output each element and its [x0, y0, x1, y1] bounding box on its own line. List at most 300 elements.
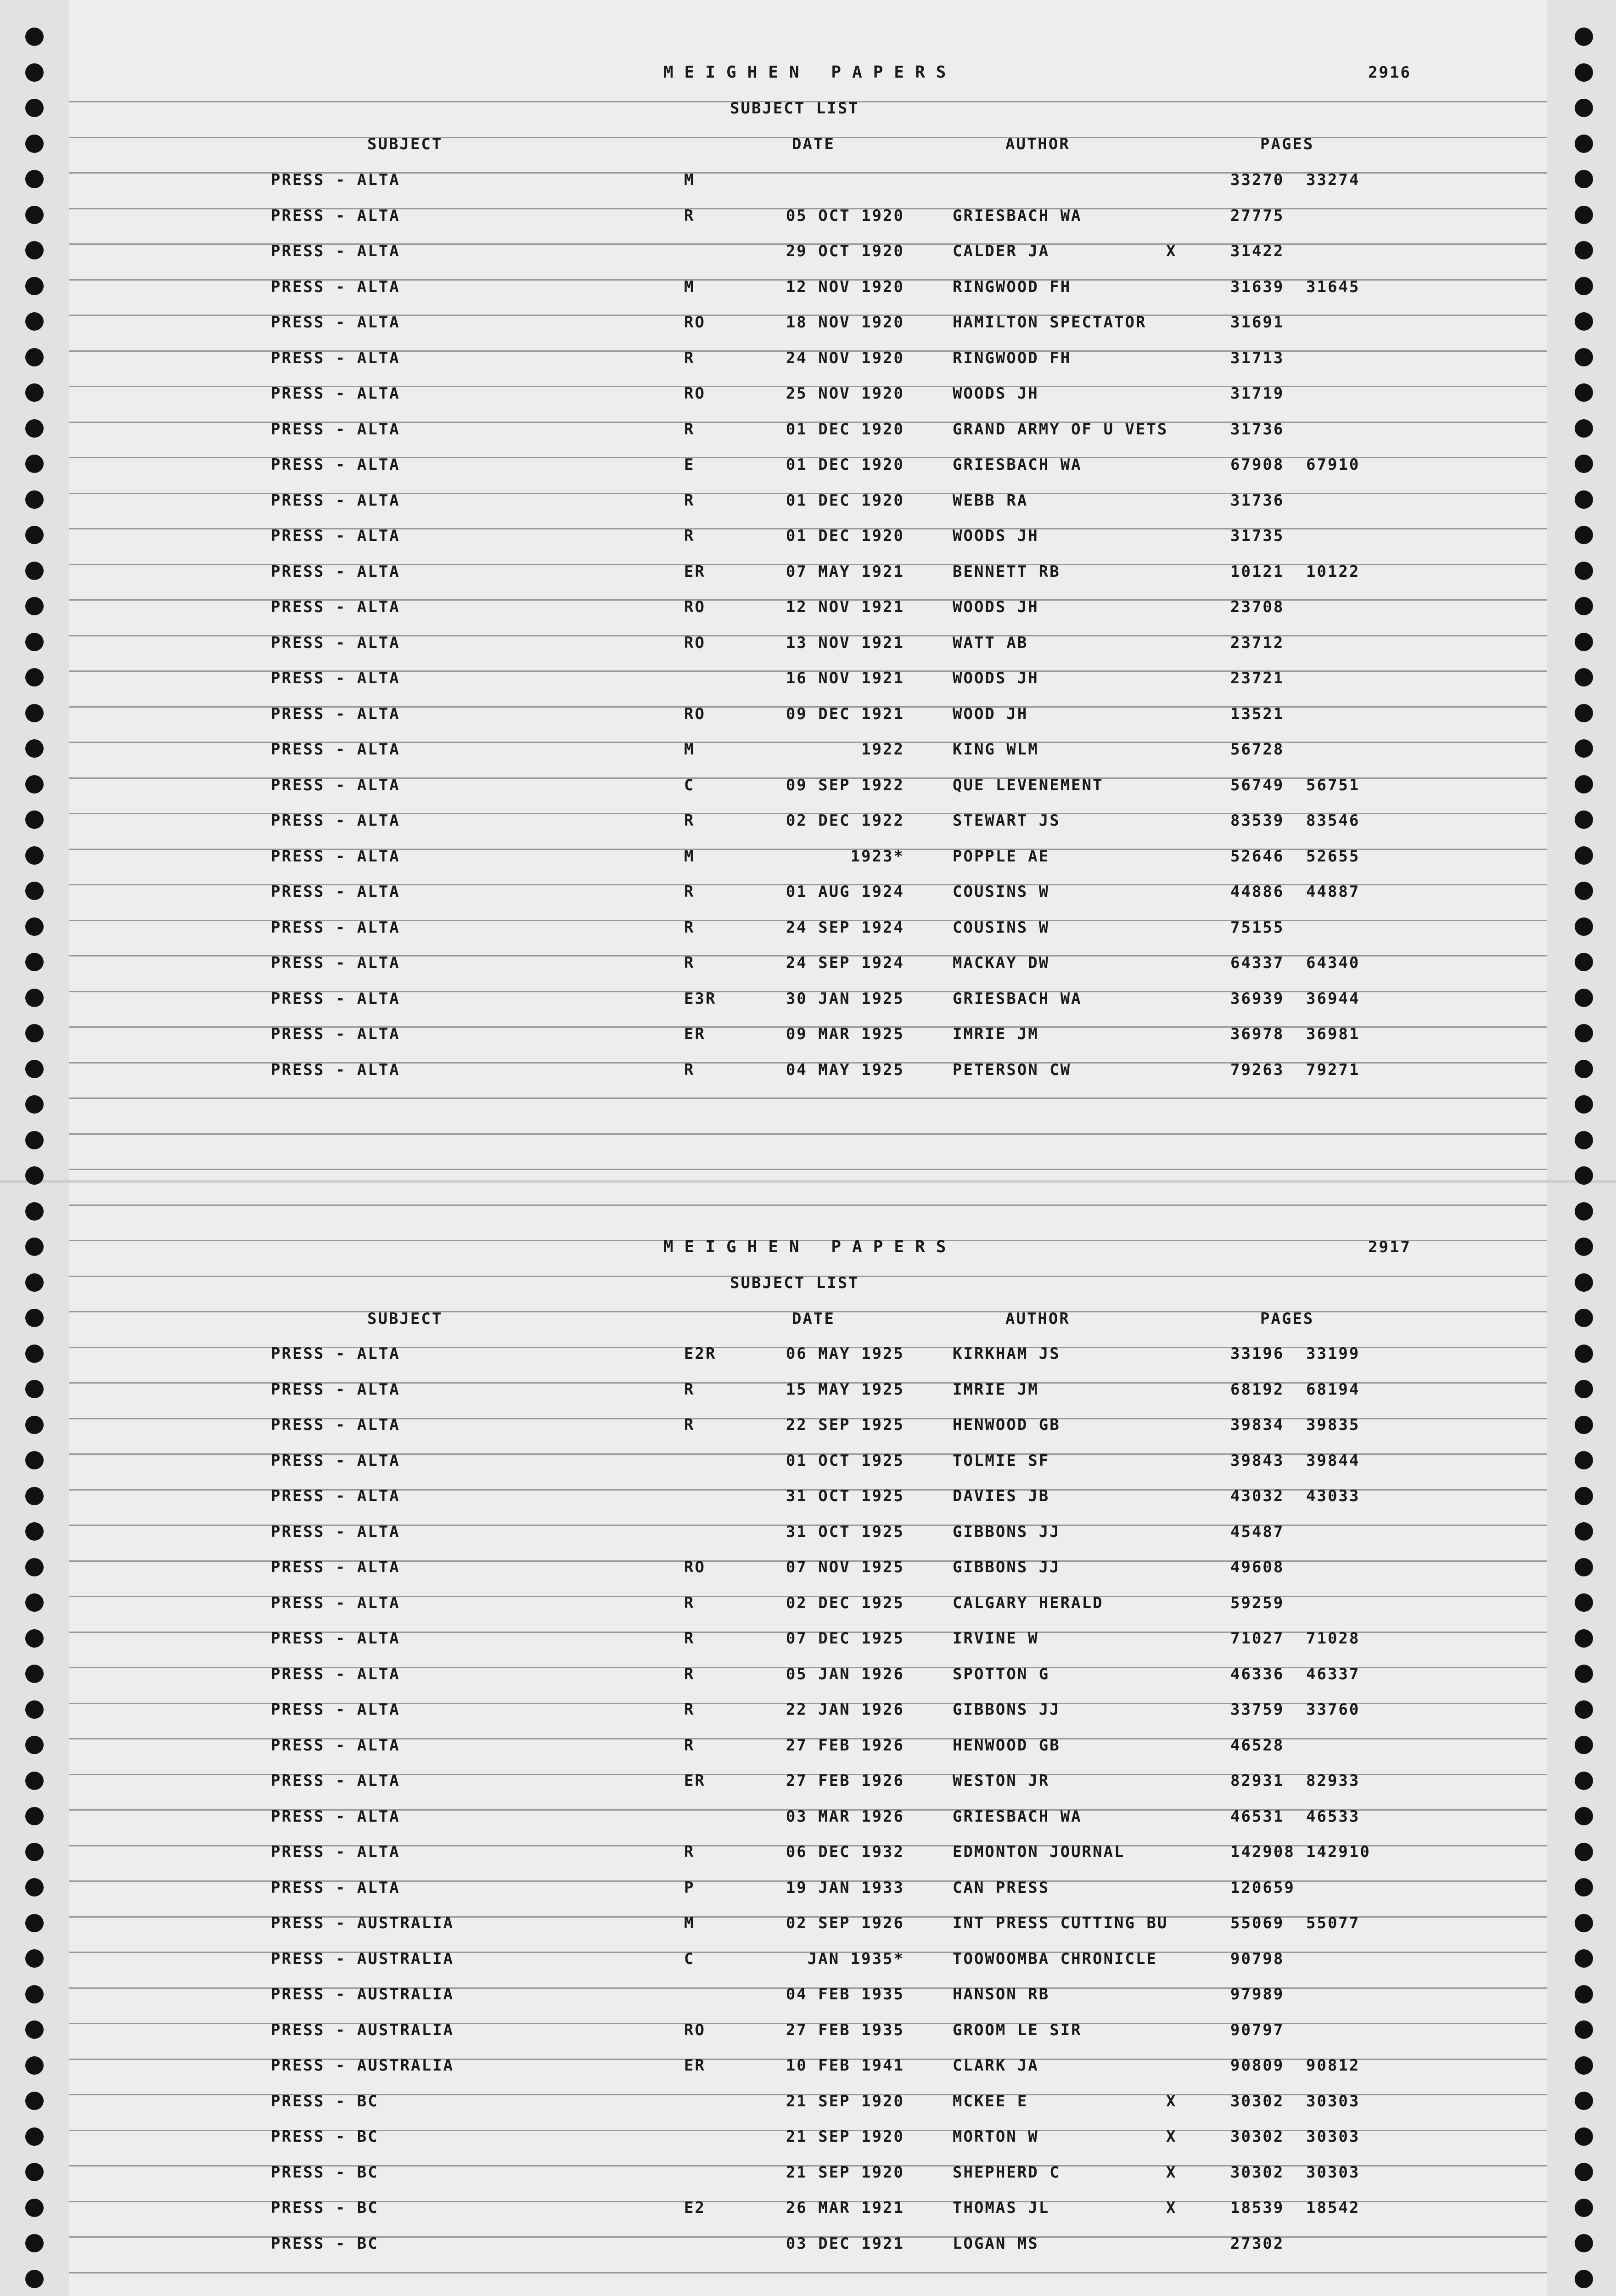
row-code: R	[684, 954, 695, 972]
row-code: C	[684, 776, 695, 794]
row-page-start: 56728	[1230, 740, 1285, 759]
row-code: R	[684, 1700, 695, 1719]
right-feed-hole	[1575, 1843, 1593, 1861]
row-page-start: 49608	[1230, 1558, 1285, 1576]
left-feed-hole	[25, 1166, 44, 1185]
column-header-date: DATE	[792, 1310, 835, 1328]
row-page-start: 46336	[1230, 1665, 1285, 1683]
left-feed-hole	[25, 1273, 44, 1292]
row-author: KING WLM	[953, 740, 1039, 759]
row-code: R	[684, 918, 695, 937]
row-page-end: 36981	[1306, 1025, 1360, 1043]
row-author: IMRIE JM	[953, 1380, 1039, 1399]
row-page-start: 31736	[1230, 420, 1285, 439]
right-feed-hole	[1575, 419, 1593, 438]
row-page-start: 64337	[1230, 954, 1285, 972]
row-author: TOOWOOMBA CHRONICLE	[953, 1950, 1157, 1968]
right-feed-hole	[1575, 2056, 1593, 2075]
row-subject: PRESS - ALTA	[271, 1061, 400, 1079]
left-feed-hole	[25, 383, 44, 402]
right-feed-hole	[1575, 1131, 1593, 1149]
row-date: 24 SEP 1924	[786, 918, 904, 937]
row-date: 26 MAR 1921	[786, 2199, 904, 2217]
right-feed-hole	[1575, 1878, 1593, 1896]
row-date: 05 JAN 1926	[786, 1665, 904, 1683]
row-code: M	[684, 740, 695, 759]
left-feed-hole	[25, 846, 44, 865]
row-author: CALDER JA	[953, 242, 1050, 260]
row-subject: PRESS - ALTA	[271, 1558, 400, 1576]
document-title: MEIGHEN PAPERS	[663, 1238, 957, 1256]
row-subject: PRESS - AUSTRALIA	[271, 1950, 454, 1968]
row-page-end: 83546	[1306, 811, 1360, 830]
row-code: C	[684, 1950, 695, 1968]
row-date: 15 MAY 1925	[786, 1380, 904, 1399]
row-code: E2	[684, 2199, 706, 2217]
row-author: GIBBONS JJ	[953, 1558, 1060, 1576]
right-feed-hole	[1575, 1380, 1593, 1398]
row-date: 1923*	[850, 847, 904, 866]
right-feed-hole	[1575, 1060, 1593, 1078]
row-subject: PRESS - ALTA	[271, 1416, 400, 1434]
right-feed-hole	[1575, 135, 1593, 153]
page-number: 2917	[1368, 1238, 1411, 1256]
left-feed-hole	[25, 99, 44, 117]
row-subject: PRESS - ALTA	[271, 207, 400, 225]
row-date: 27 FEB 1926	[786, 1736, 904, 1755]
left-feed-hole	[25, 1522, 44, 1541]
row-date: 24 NOV 1920	[786, 349, 904, 367]
row-code: R	[684, 527, 695, 545]
row-subject: PRESS - ALTA	[271, 669, 400, 687]
right-feed-hole	[1575, 63, 1593, 82]
row-date: 09 DEC 1921	[786, 705, 904, 723]
column-header-pages: PAGES	[1260, 1310, 1314, 1328]
row-page-end: 71028	[1306, 1629, 1360, 1648]
row-subject: PRESS - ALTA	[271, 1345, 400, 1363]
right-feed-hole	[1575, 1949, 1593, 1968]
row-subject: PRESS - ALTA	[271, 1380, 400, 1399]
row-subject: PRESS - ALTA	[271, 491, 400, 510]
row-author: WATT AB	[953, 634, 1028, 652]
row-author: MCKEE E	[953, 2092, 1028, 2110]
row-code: ER	[684, 563, 706, 581]
row-subject: PRESS - ALTA	[271, 420, 400, 439]
row-author: HENWOOD GB	[953, 1736, 1060, 1755]
row-subject: PRESS - AUSTRALIA	[271, 2056, 454, 2075]
left-feed-hole	[25, 1665, 44, 1683]
row-page-end: 64340	[1306, 954, 1360, 972]
row-author: IRVINE W	[953, 1629, 1039, 1648]
right-feed-hole	[1575, 1487, 1593, 1505]
left-feed-hole	[25, 1202, 44, 1221]
row-date: 09 MAR 1925	[786, 1025, 904, 1043]
page-separator	[0, 1180, 1616, 1183]
row-date: 02 DEC 1922	[786, 811, 904, 830]
row-date: 22 SEP 1925	[786, 1416, 904, 1434]
row-author: WOODS JH	[953, 669, 1039, 687]
right-feed-hole	[1575, 1522, 1593, 1541]
row-page-start: 82931	[1230, 1772, 1285, 1790]
row-date: 31 OCT 1925	[786, 1487, 904, 1505]
row-date: 19 JAN 1933	[786, 1879, 904, 1897]
row-author: WOODS JH	[953, 598, 1039, 616]
row-author: GRAND ARMY OF U VETS	[953, 420, 1168, 439]
right-feed-hole	[1575, 455, 1593, 473]
row-code: ER	[684, 2056, 706, 2075]
row-date: 06 MAY 1925	[786, 1345, 904, 1363]
right-feed-hole	[1575, 1985, 1593, 2003]
right-feed-hole	[1575, 1095, 1593, 1114]
row-subject: PRESS - ALTA	[271, 1665, 400, 1683]
left-feed-hole	[25, 882, 44, 900]
row-date: 21 SEP 1920	[786, 2092, 904, 2110]
row-subject: PRESS - ALTA	[271, 1523, 400, 1541]
left-feed-hole	[25, 668, 44, 687]
row-subject: PRESS - ALTA	[271, 278, 400, 296]
row-subject: PRESS - BC	[271, 2092, 379, 2110]
row-date: 01 DEC 1920	[786, 456, 904, 474]
row-author: THOMAS JL	[953, 2199, 1050, 2217]
row-code: ER	[684, 1025, 706, 1043]
page-number: 2916	[1368, 63, 1411, 82]
row-page-end: 36944	[1306, 990, 1360, 1008]
row-code: R	[684, 491, 695, 510]
row-page-start: 18539	[1230, 2199, 1285, 2217]
left-feed-hole	[25, 1416, 44, 1434]
left-feed-hole	[25, 1949, 44, 1968]
row-code: M	[684, 278, 695, 296]
row-date: 07 NOV 1925	[786, 1558, 904, 1576]
row-author: TOLMIE SF	[953, 1452, 1050, 1470]
right-feed-hole	[1575, 846, 1593, 865]
row-date: JAN 1935*	[807, 1950, 904, 1968]
row-date: 21 SEP 1920	[786, 2127, 904, 2146]
row-page-end: 79271	[1306, 1061, 1360, 1079]
right-feed-hole	[1575, 99, 1593, 117]
row-date: 01 AUG 1924	[786, 883, 904, 901]
row-date: 03 MAR 1926	[786, 1807, 904, 1826]
left-feed-hole	[25, 2056, 44, 2075]
left-feed-hole	[25, 704, 44, 722]
left-feed-hole	[25, 2163, 44, 2181]
row-subject: PRESS - BC	[271, 2199, 379, 2217]
row-date: 01 OCT 1925	[786, 1452, 904, 1470]
row-subject: PRESS - AUSTRALIA	[271, 1914, 454, 1932]
column-header-subject: SUBJECT	[367, 135, 443, 153]
row-subject: PRESS - ALTA	[271, 1025, 400, 1043]
row-subject: PRESS - AUSTRALIA	[271, 1985, 454, 2003]
row-page-start: 30302	[1230, 2163, 1285, 2182]
left-feed-hole	[25, 1914, 44, 1932]
row-code: E3R	[684, 990, 717, 1008]
row-page-end: 52655	[1306, 847, 1360, 866]
row-subject: PRESS - BC	[271, 2163, 379, 2182]
row-date: 1922	[861, 740, 904, 759]
row-author: MORTON W	[953, 2127, 1039, 2146]
row-subject: PRESS - ALTA	[271, 1879, 400, 1897]
row-code: RO	[684, 313, 706, 332]
row-flag: X	[1166, 2092, 1177, 2110]
ruled-line	[69, 1204, 1547, 1206]
row-page-start: 97989	[1230, 1985, 1285, 2003]
right-feed-hole	[1575, 1593, 1593, 1612]
list-title: SUBJECT LIST	[730, 99, 859, 118]
row-page-end: 33199	[1306, 1345, 1360, 1363]
row-code: R	[684, 883, 695, 901]
row-page-start: 31719	[1230, 384, 1285, 403]
row-code: ER	[684, 1772, 706, 1790]
row-author: WEBB RA	[953, 491, 1028, 510]
row-date: 25 NOV 1920	[786, 384, 904, 403]
row-subject: PRESS - ALTA	[271, 1452, 400, 1470]
right-feed-hole	[1575, 1629, 1593, 1648]
row-code: M	[684, 1914, 695, 1932]
right-feed-hole	[1575, 206, 1593, 224]
right-feed-hole	[1575, 383, 1593, 402]
row-page-end: 18542	[1306, 2199, 1360, 2217]
row-code: M	[684, 847, 695, 866]
row-author: SHEPHERD C	[953, 2163, 1060, 2182]
row-page-start: 120659	[1230, 1879, 1295, 1897]
left-feed-hole	[25, 1024, 44, 1042]
row-subject: PRESS - ALTA	[271, 456, 400, 474]
left-feed-hole	[25, 562, 44, 580]
row-author: COUSINS W	[953, 883, 1050, 901]
row-subject: PRESS - ALTA	[271, 811, 400, 830]
row-page-end: 30303	[1306, 2127, 1360, 2146]
right-feed-hole	[1575, 2234, 1593, 2252]
left-feed-hole	[25, 1131, 44, 1149]
row-subject: PRESS - ALTA	[271, 1736, 400, 1755]
right-feed-hole	[1575, 704, 1593, 722]
left-feed-hole	[25, 1238, 44, 1256]
row-page-end: 10122	[1306, 563, 1360, 581]
row-page-start: 43032	[1230, 1487, 1285, 1505]
row-date: 03 DEC 1921	[786, 2234, 904, 2253]
left-feed-hole	[25, 1380, 44, 1398]
row-flag: X	[1166, 242, 1177, 260]
right-feed-hole	[1575, 597, 1593, 615]
right-feed-hole	[1575, 2270, 1593, 2288]
row-author: GIBBONS JJ	[953, 1523, 1060, 1541]
row-author: GROOM LE SIR	[953, 2021, 1082, 2039]
right-feed-hole	[1575, 312, 1593, 331]
row-subject: PRESS - ALTA	[271, 527, 400, 545]
row-subject: PRESS - ALTA	[271, 883, 400, 901]
right-feed-hole	[1575, 241, 1593, 259]
right-feed-hole	[1575, 668, 1593, 687]
left-feed-hole	[25, 170, 44, 188]
row-date: 29 OCT 1920	[786, 242, 904, 260]
right-feed-hole	[1575, 1772, 1593, 1790]
right-feed-hole	[1575, 2127, 1593, 2146]
row-page-start: 46528	[1230, 1736, 1285, 1755]
row-date: 01 DEC 1920	[786, 420, 904, 439]
row-subject: PRESS - ALTA	[271, 563, 400, 581]
right-feed-hole	[1575, 1416, 1593, 1434]
row-author: KIRKHAM JS	[953, 1345, 1060, 1363]
left-feed-hole	[25, 2020, 44, 2039]
row-author: GRIESBACH WA	[953, 990, 1082, 1008]
row-date: 07 MAY 1921	[786, 563, 904, 581]
right-feed-hole	[1575, 562, 1593, 580]
right-feed-hole	[1575, 1273, 1593, 1292]
row-date: 22 JAN 1926	[786, 1700, 904, 1719]
row-page-start: 23708	[1230, 598, 1285, 616]
row-code: R	[684, 1665, 695, 1683]
row-date: 27 FEB 1935	[786, 2021, 904, 2039]
row-subject: PRESS - ALTA	[271, 847, 400, 866]
row-page-start: 83539	[1230, 811, 1285, 830]
row-code: R	[684, 420, 695, 439]
right-feed-hole	[1575, 1309, 1593, 1327]
row-subject: PRESS - ALTA	[271, 705, 400, 723]
right-feed-hole	[1575, 526, 1593, 544]
row-page-end: 90812	[1306, 2056, 1360, 2075]
row-page-end: 46533	[1306, 1807, 1360, 1826]
column-header-author: AUTHOR	[1005, 1310, 1070, 1328]
row-author: GRIESBACH WA	[953, 207, 1082, 225]
left-feed-hole	[25, 597, 44, 615]
left-feed-hole	[25, 1487, 44, 1505]
left-feed-hole	[25, 1700, 44, 1719]
row-code: RO	[684, 705, 706, 723]
row-subject: PRESS - ALTA	[271, 313, 400, 332]
left-feed-hole	[25, 1985, 44, 2003]
row-subject: PRESS - ALTA	[271, 242, 400, 260]
row-author: WOOD JH	[953, 705, 1028, 723]
row-subject: PRESS - ALTA	[271, 171, 400, 189]
row-date: 06 DEC 1932	[786, 1843, 904, 1861]
list-title: SUBJECT LIST	[730, 1274, 859, 1292]
row-subject: PRESS - ALTA	[271, 1807, 400, 1826]
left-feed-hole	[25, 1451, 44, 1469]
row-date: 31 OCT 1925	[786, 1523, 904, 1541]
row-date: 12 NOV 1921	[786, 598, 904, 616]
row-page-end: 39835	[1306, 1416, 1360, 1434]
column-header-subject: SUBJECT	[367, 1310, 443, 1328]
row-code: RO	[684, 1558, 706, 1576]
row-page-start: 33196	[1230, 1345, 1285, 1363]
row-code: R	[684, 1736, 695, 1755]
left-feed-hole	[25, 277, 44, 295]
row-code: RO	[684, 598, 706, 616]
left-feed-hole	[25, 241, 44, 259]
left-feed-hole	[25, 1736, 44, 1754]
row-date: 04 MAY 1925	[786, 1061, 904, 1079]
left-feed-hole	[25, 917, 44, 936]
row-page-end: 46337	[1306, 1665, 1360, 1683]
left-feed-hole	[25, 810, 44, 829]
left-feed-hole	[25, 63, 44, 82]
right-feed-hole	[1575, 953, 1593, 971]
right-feed-hole	[1575, 1558, 1593, 1576]
row-author: WOODS JH	[953, 384, 1039, 403]
row-flag: X	[1166, 2163, 1177, 2182]
row-subject: PRESS - ALTA	[271, 349, 400, 367]
row-page-start: 31713	[1230, 349, 1285, 367]
row-date: 09 SEP 1922	[786, 776, 904, 794]
left-feed-hole	[25, 1843, 44, 1861]
row-author: WOODS JH	[953, 527, 1039, 545]
left-feed-hole	[25, 312, 44, 331]
row-subject: PRESS - ALTA	[271, 1772, 400, 1790]
row-page-start: 142908	[1230, 1843, 1295, 1861]
right-feed-hole	[1575, 2092, 1593, 2110]
right-feed-hole	[1575, 1024, 1593, 1042]
left-feed-hole	[25, 1345, 44, 1363]
ruled-line	[69, 1169, 1547, 1170]
row-page-start: 13521	[1230, 705, 1285, 723]
ruled-line	[69, 1097, 1547, 1099]
row-author: RINGWOOD FH	[953, 278, 1072, 296]
row-code: R	[684, 1416, 695, 1434]
row-code: E	[684, 456, 695, 474]
row-page-start: 67908	[1230, 456, 1285, 474]
row-subject: PRESS - BC	[271, 2234, 379, 2253]
row-author: QUE LEVENEMENT	[953, 776, 1104, 794]
row-page-end: 33274	[1306, 171, 1360, 189]
right-feed-hole	[1575, 1700, 1593, 1719]
row-page-start: 33270	[1230, 171, 1285, 189]
row-page-start: 36939	[1230, 990, 1285, 1008]
left-feed-hole	[25, 2127, 44, 2146]
row-subject: PRESS - ALTA	[271, 1594, 400, 1612]
row-author: WESTON JR	[953, 1772, 1050, 1790]
row-page-start: 59259	[1230, 1594, 1285, 1612]
left-feed-hole	[25, 348, 44, 366]
row-page-start: 56749	[1230, 776, 1285, 794]
row-date: 02 SEP 1926	[786, 1914, 904, 1932]
row-author: GRIESBACH WA	[953, 1807, 1082, 1826]
right-feed-hole	[1575, 739, 1593, 758]
row-page-start: 44886	[1230, 883, 1285, 901]
left-feed-hole	[25, 633, 44, 651]
left-feed-hole	[25, 1593, 44, 1612]
left-feed-hole	[25, 1060, 44, 1078]
row-page-start: 75155	[1230, 918, 1285, 937]
row-page-start: 10121	[1230, 563, 1285, 581]
row-page-start: 33759	[1230, 1700, 1285, 1719]
row-page-end: 33760	[1306, 1700, 1360, 1719]
left-feed-hole	[25, 1558, 44, 1576]
left-feed-hole	[25, 989, 44, 1007]
right-feed-hole	[1575, 882, 1593, 900]
row-date: 13 NOV 1921	[786, 634, 904, 652]
row-author: PETERSON CW	[953, 1061, 1072, 1079]
row-date: 02 DEC 1925	[786, 1594, 904, 1612]
row-page-end: 44887	[1306, 883, 1360, 901]
row-page-start: 30302	[1230, 2127, 1285, 2146]
row-date: 30 JAN 1925	[786, 990, 904, 1008]
row-code: E2R	[684, 1345, 717, 1363]
row-author: CAN PRESS	[953, 1879, 1050, 1897]
right-feed-hole	[1575, 1238, 1593, 1256]
right-feed-hole	[1575, 810, 1593, 829]
right-feed-hole	[1575, 1736, 1593, 1754]
row-page-start: 31639	[1230, 278, 1285, 296]
row-date: 07 DEC 1925	[786, 1629, 904, 1648]
row-author: HENWOOD GB	[953, 1416, 1060, 1434]
row-page-start: 31735	[1230, 527, 1285, 545]
row-subject: PRESS - ALTA	[271, 634, 400, 652]
right-feed-hole	[1575, 2020, 1593, 2039]
row-author: LOGAN MS	[953, 2234, 1039, 2253]
left-feed-hole	[25, 775, 44, 793]
left-feed-hole	[25, 490, 44, 509]
row-page-start: 31691	[1230, 313, 1285, 332]
